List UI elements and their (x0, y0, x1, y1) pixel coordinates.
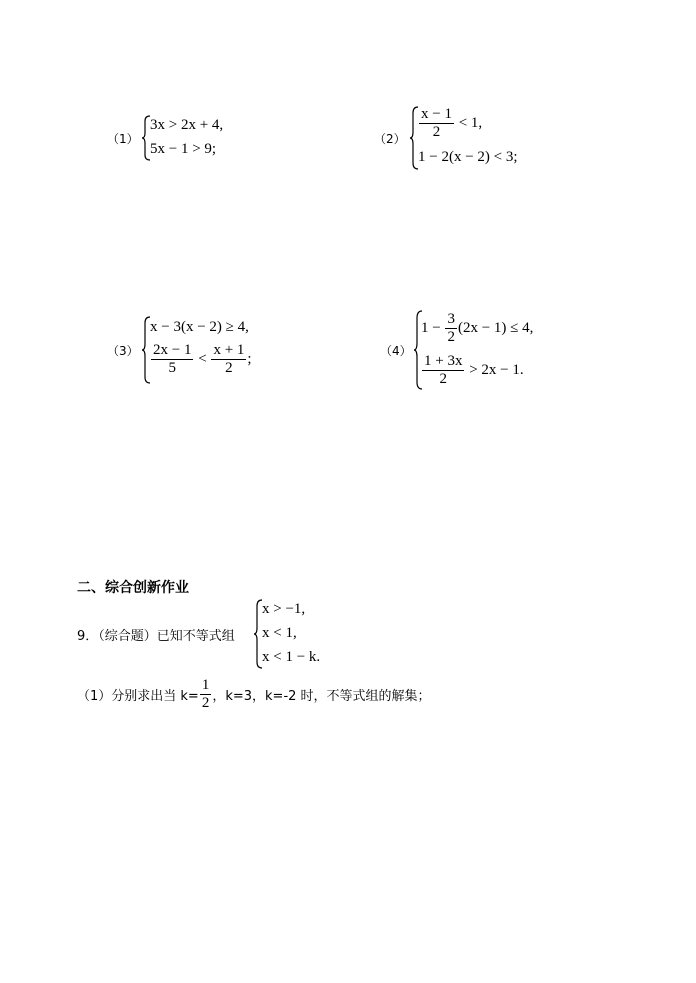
problem-3-fraction-b-numerator: x + 1 (213, 342, 245, 358)
problem-4-fraction-b (422, 353, 464, 388)
problem-4-fraction-b-denominator: 2 (439, 371, 447, 387)
problem-3-line-2-end: ; (247, 350, 252, 367)
problem-2-label: （2） (374, 132, 406, 146)
problem-4-fraction-a-numerator: 3 (447, 311, 455, 327)
q9-sub1-post: ，k=3，k=-2 时，不等式组的解集； (212, 689, 431, 704)
problem-3-line-1: x − 3(x − 2) ≥ 4, (150, 319, 249, 335)
q9-sub1 (77, 677, 431, 712)
problem-3-relation: < (198, 350, 207, 367)
problem-4-fraction-a (445, 311, 457, 346)
q9-sub1-pre: （1）分别求出当 k= (77, 689, 199, 704)
problem-4-system (421, 311, 581, 391)
problem-3-fraction-b-denominator: 2 (225, 360, 233, 376)
problem-4-line-1-pre: 1 − (421, 319, 441, 336)
problem-4-line-1-rest: (2x − 1) ≤ 4, (457, 319, 534, 336)
problem-2-line-1-rest: < 1, (458, 114, 483, 131)
problem-3-line-2 (150, 342, 252, 377)
q9-prefix: 9．（综合题）已知不等式组 (77, 629, 235, 644)
problem-4-fraction-b-numerator: 1 + 3x (424, 353, 463, 369)
section-heading: 二、综合创新作业 (77, 580, 189, 596)
q9-sub1-fraction-numerator: 1 (201, 677, 210, 693)
problem-4-fraction-a-denominator: 2 (447, 329, 455, 345)
q9-line-3: x < 1 − k. (262, 649, 321, 665)
problem-2-system (418, 106, 558, 170)
q9-line-2: x < 1, (262, 625, 297, 641)
q9-system (262, 600, 352, 670)
problem-3-label: （3） (107, 344, 139, 358)
problem-1-system (150, 116, 270, 162)
q9-line-1: x > −1, (262, 601, 306, 617)
problem-2-line-1 (418, 106, 482, 141)
problem-1-line-2: 5x − 1 > 9; (150, 141, 217, 157)
problem-4-line-2 (421, 353, 524, 388)
problem-3-fraction-a (151, 342, 193, 377)
problem-3-fraction-a-denominator: 5 (168, 360, 176, 376)
problem-4-line-1 (421, 311, 533, 346)
problem-2-fraction (419, 106, 454, 141)
problem-2-fraction-denominator: 2 (432, 124, 441, 140)
problem-3-system (150, 318, 300, 384)
problem-3-fraction-a-numerator: 2x − 1 (153, 342, 192, 358)
problem-4-line-2-rest: > 2x − 1. (469, 361, 524, 378)
problem-2-line-2: 1 − 2(x − 2) < 3; (418, 149, 518, 165)
problem-2-fraction-numerator: x − 1 (421, 106, 452, 122)
q9-sub1-fraction (200, 677, 212, 712)
problem-4-label: （4） (380, 344, 412, 358)
problem-1-line-1: 3x > 2x + 4, (150, 117, 224, 133)
problem-1-label: （1） (107, 132, 139, 146)
problem-3-fraction-b (211, 342, 246, 377)
q9-sub1-fraction-denominator: 2 (201, 695, 210, 711)
